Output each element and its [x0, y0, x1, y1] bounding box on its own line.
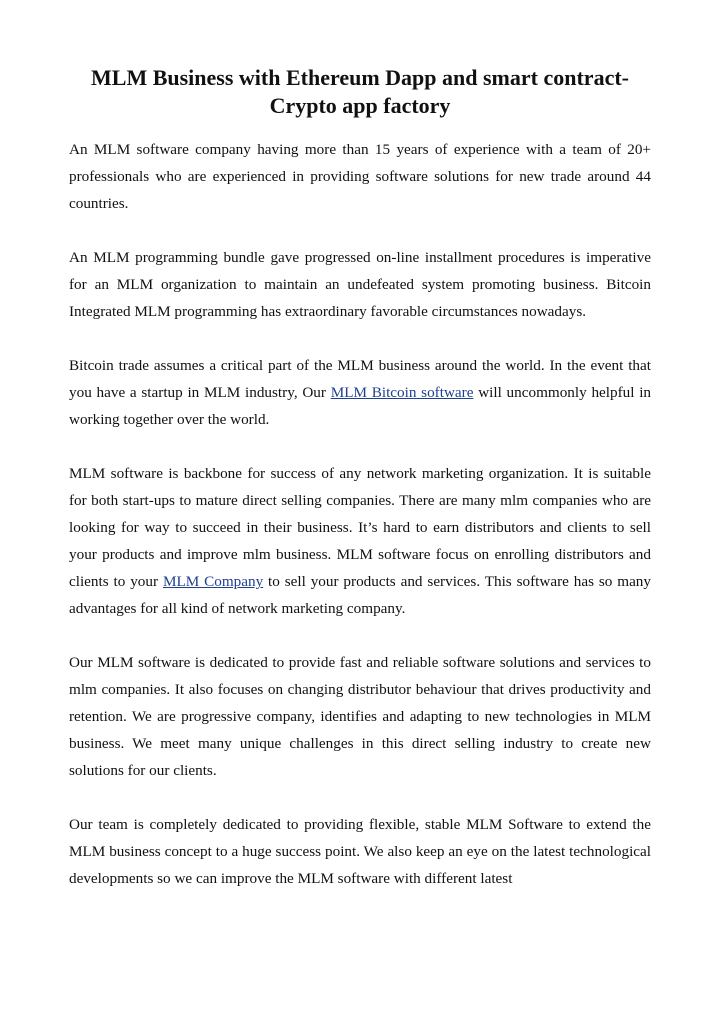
- paragraph-team: [69, 811, 651, 892]
- document-title: [69, 64, 651, 120]
- mlm-bitcoin-software-link[interactable]: MLM Bitcoin software: [330, 384, 474, 401]
- title-line-2: Crypto app factory: [269, 93, 451, 118]
- paragraph-programming-bundle: [69, 244, 651, 325]
- paragraph-text-after-link: will uncommonly helpful in working together over the world.: [69, 384, 652, 428]
- paragraph-text: An MLM programming bundle gave progressed on-line installment procedures is imperative for an MLM organization to maintain an undefeated system promoting business. Bitcoin Integrated MLM programming has extraordinary favorable circumstances nowadays.: [69, 249, 651, 320]
- paragraph-text: Our team is completely dedicated to providing flexible, stable MLM Software to extend the MLM business concept to a huge success point. We also keep an eye on the latest technological developments so we can improve the MLM software with different latest: [69, 816, 651, 887]
- paragraph-experience: [69, 136, 651, 217]
- paragraph-text-before-link: MLM software is backbone for success of any network marketing organization. It is suitable for both start-ups to mature direct selling companies. There are many mlm companies who are looking for way to succeed in their business. It’s hard to earn distributors and clients to sell your products and improve mlm business. MLM software focus on enrolling distributors and clients to your: [69, 465, 651, 590]
- paragraph-backbone: [69, 460, 651, 622]
- paragraph-text-after-link: to sell your products and services. This software has so many advantages for all kind of network marketing company.: [69, 573, 651, 617]
- paragraph-text: Our MLM software is dedicated to provide fast and reliable software solutions and services to mlm companies. It also focuses on changing distributor behaviour that drives productivity and retention. We are progressive company, identifies and adapting to new technologies in MLM business. We meet many unique challenges in this direct selling industry to create new solutions for our clients.: [69, 654, 651, 779]
- paragraph-text: An MLM software company having more than 15 years of experience with a team of 20+ professionals who are experienced in providing software solutions for new trade around 44 countries.: [69, 141, 651, 212]
- paragraph-text-before-link: Bitcoin trade assumes a critical part of the MLM business around the world. In the event that you have a startup in MLM industry, Our: [69, 357, 651, 401]
- title-line-1: MLM Business with Ethereum Dapp and smart contract-: [91, 65, 629, 90]
- mlm-company-link[interactable]: MLM Company: [162, 573, 264, 590]
- paragraph-dedicated: [69, 649, 651, 784]
- paragraph-bitcoin-trade: [69, 352, 651, 433]
